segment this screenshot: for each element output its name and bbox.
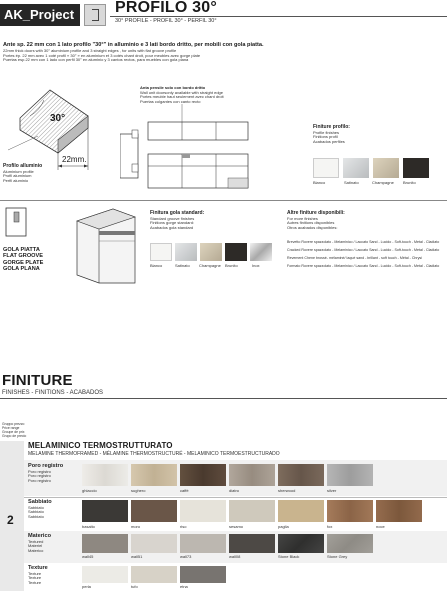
flat-groove-en: FLAT GROOVE — [3, 253, 43, 260]
swatch-tufo-label: tufo — [131, 584, 138, 589]
price-group-label — [2, 423, 42, 439]
profile-angle-label: 30° — [50, 113, 66, 124]
page-title: PROFILO 30° — [115, 0, 217, 16]
swatch-stone-black — [278, 534, 324, 553]
swatch-etna — [180, 566, 226, 583]
finish-row-sabbiato-label — [28, 500, 78, 519]
swatch-stone-grey-label: Stone Grey — [327, 554, 348, 559]
cabinet-drawing — [120, 104, 250, 192]
swatch-etna-label: etna — [180, 584, 188, 589]
header — [0, 0, 447, 30]
finish-row-texture-label — [28, 566, 78, 585]
swatch-standard-brunito — [225, 243, 247, 261]
swatch-sughero — [131, 464, 177, 486]
price-group-es: Grupo de precio — [2, 433, 27, 438]
profile-finishes-title: Finiture profilo: — [313, 124, 350, 130]
swatch-perla-label: perla — [82, 584, 91, 589]
swatch-perla — [82, 566, 128, 583]
swatch-stone-black-label: Stone Black — [278, 554, 300, 559]
swatch-diatro — [229, 464, 275, 486]
standard-finishes-fr: Finitions gorge standard: — [150, 220, 195, 226]
swatch-standard-champagne-label: Champagne — [199, 263, 221, 268]
swatch-profile-champagne-label: Champagne — [372, 180, 394, 185]
profile-finishes-en: Profile finishes — [313, 129, 340, 135]
texture-title: Texture — [28, 565, 48, 571]
intro-lead: Ante sp. 22 mm con 1 lato profilo "30°" in alluminio e 3 lati bordo dritto, per mobili con gola piatta. — [3, 42, 264, 48]
flat-groove-es: GOLA PLANA — [3, 266, 40, 273]
swatch-paglia-label: paglia — [278, 524, 289, 529]
profile-finishes-es: Acabados perfiles — [313, 138, 345, 144]
swatch-ghiaccio-label: ghiaccio — [82, 488, 97, 493]
flat-groove-label — [3, 247, 63, 273]
swatch-wall73-label: wall73 — [180, 554, 192, 559]
swatch-sesamo-label: sesamo — [229, 524, 244, 529]
poro-registro-es: Poro registro — [28, 477, 51, 483]
other-finishes — [287, 211, 445, 270]
sabbiato-fr: Sabbiato — [28, 509, 44, 515]
standard-finishes-es: Acabados gola standard — [150, 224, 194, 230]
wall-unit-note-es: Puertas colgantes con canto recto — [140, 98, 201, 104]
aluminium-profile-fr: Profil aluminium — [3, 173, 32, 179]
other-finishes-title: Altre finiture disponibili: — [287, 210, 345, 216]
intro-line-fr: Portes ép. 22 mm avec 1 coté profil « 30° » en aluminium et 3 cotés chant droit, pour meubles avec gorge plate — [3, 52, 201, 58]
page-subtitle: 30° PROFILE - PROFIL 30° - PERFIL 30° — [115, 18, 217, 24]
swatch-profile-brunito — [403, 158, 429, 178]
swatch-standard-champagne — [200, 243, 222, 261]
swatch-wall73 — [180, 534, 226, 553]
swatch-stone-grey — [327, 534, 373, 553]
swatch-noce-label: noce — [376, 524, 385, 529]
intro-line-es: Puertas esp.22 mm con 1 lado con perfil 30° en aluminio y 3 cantos rectos, para muebles con gola plana — [3, 57, 189, 63]
texture-es: Texture — [28, 579, 42, 585]
swatch-moro — [131, 500, 177, 522]
swatch-sesamo — [229, 500, 275, 522]
aluminium-profile-en: Aluminium profile — [3, 168, 34, 174]
standard-finishes-title: Finitura gola standard: — [150, 210, 205, 216]
swatch-noce — [376, 500, 422, 522]
price-group-fr: Groupe de prix — [2, 429, 25, 434]
swatch-silver-label: silver — [327, 488, 337, 493]
other-finishes-detail-fr: Revement Chene brossé- mélaminé/ laqué sand - brillant - soft touch - Métal - Chrysi — [287, 256, 423, 261]
texture-fr: Texture — [28, 575, 42, 581]
swatch-standard-satinato-label: Satinato — [175, 263, 190, 268]
swatch-profile-bianco — [313, 158, 339, 178]
finiture-title: FINITURE — [2, 372, 73, 389]
swatch-caffe-label: caffè — [180, 488, 189, 493]
other-finishes-en: For more finishes — [287, 215, 318, 221]
swatch-standard-brunito-label: Brunito — [225, 263, 238, 268]
poro-registro-title: Poro registro — [28, 463, 64, 469]
swatch-basalto-label: basalto — [82, 524, 95, 529]
sabbiato-en: Sabbiato — [28, 504, 44, 510]
wall-unit-note-title: Anta pensile solo con bordo dritto — [140, 85, 206, 90]
profile-dimension-label: 22mm. — [62, 155, 87, 164]
swatch-wall45-label: wall45 — [82, 554, 94, 559]
swatch-riso-label: riso — [180, 524, 187, 529]
wall-unit-note — [140, 86, 280, 104]
swatch-caffe — [180, 464, 226, 486]
swatch-profile-satinato-label: Satinato — [344, 180, 359, 185]
other-finishes-detail-es: Formato Rovere spazzolato - Melaminico / Laccato Sand - Lucido - Soft-touch - Metal - Cladiato — [287, 264, 440, 269]
intro-line-en: 22mm thick doors with 30° aluminium profile and 3 straight edges , for units with flat groove profile — [3, 48, 177, 53]
swatch-profile-bianco-label: Bianco — [313, 180, 326, 185]
flat-groove-title: GOLA PIATTA — [3, 247, 40, 253]
swatch-profile-brunito-label: Brunito — [403, 180, 416, 185]
profile-thumbnail — [84, 4, 106, 26]
standard-finishes-heading — [150, 211, 260, 230]
swatch-standard-inox-label: Inox — [252, 263, 260, 268]
price-group-number: 2 — [7, 513, 14, 527]
flat-groove-fr: GORGE PLATE — [3, 259, 44, 266]
swatch-wall45 — [82, 534, 128, 553]
profile-finishes-heading — [313, 125, 403, 144]
swatch-basalto — [82, 500, 128, 522]
material-subtitle: MELAMINE THERMOFRAMED - MÉLAMINE THERMOSTRUCTURÉ - MELAMINICO TERMOESTRUCTURADO — [28, 451, 280, 457]
swatch-standard-bianco — [150, 243, 172, 261]
finiture-subtitle: FINISHES - FINITIONS - ACABADOS — [2, 390, 104, 396]
other-finishes-es: Otros acabados disponibles: — [287, 224, 338, 230]
brand-badge: AK_Project — [0, 4, 80, 26]
swatch-fox-label: fox — [327, 524, 333, 529]
materico-es: Materico — [28, 547, 44, 553]
poro-registro-fr: Poro registro — [28, 473, 51, 479]
materico-title: Materico — [28, 533, 52, 539]
swatch-profile-champagne — [373, 158, 399, 178]
other-finishes-detail-it: Brevetto Rovere spazzolato - Melaminico / Laccato Sand - Lucido - Soft-touch - Metal - Cladiato — [287, 240, 440, 245]
finish-row-materico-label — [28, 534, 78, 553]
swatch-profile-satinato — [343, 158, 369, 178]
price-group-it: Gruppo prezzo — [2, 422, 25, 426]
swatch-moro-label: moro — [131, 524, 141, 529]
wall-unit-note-en: Wall unit doorsonly available with straight edge — [140, 89, 224, 95]
swatch-riso — [180, 500, 226, 522]
aluminium-profile-title: Profilo alluminio — [3, 163, 43, 169]
intro — [3, 42, 447, 63]
swatch-sherwood — [278, 464, 324, 486]
materico-fr: Materiel — [28, 543, 43, 549]
price-group-en: Price range — [2, 425, 20, 430]
sabbiato-es: Sabbiato — [28, 513, 44, 519]
swatch-standard-bianco-label: Bianco — [150, 263, 163, 268]
materico-en: Textured — [28, 538, 44, 544]
standard-finishes-en: Standard groove finishes — [150, 215, 195, 221]
swatch-diatro-label: diatro — [229, 488, 240, 493]
flat-groove-icon — [5, 207, 27, 237]
aluminium-profile-label — [3, 164, 53, 183]
swatch-standard-inox — [250, 243, 272, 261]
swatch-ghiaccio — [82, 464, 128, 486]
swatch-sherwood-label: sherwood — [278, 488, 296, 493]
swatch-wall08-label: wall08 — [229, 554, 241, 559]
swatch-sughero-label: sughero — [131, 488, 146, 493]
finish-row-poro-registro-label — [28, 464, 78, 483]
other-finishes-fr: Autres finitions disponibles — [287, 220, 335, 226]
wall-unit-note-fr: Portes meuble haut seulement avec chant droit — [140, 94, 224, 100]
texture-en: Texture — [28, 570, 42, 576]
flat-groove-drawing — [73, 207, 143, 285]
profile-finishes-fr: Finitions profil — [313, 134, 338, 140]
swatch-wall08 — [229, 534, 275, 553]
swatch-wall51-label: wall51 — [131, 554, 143, 559]
sabbiato-title: Sabbiato — [28, 499, 52, 505]
poro-registro-en: Poro registro — [28, 468, 51, 474]
swatch-silver — [327, 464, 373, 486]
swatch-tufo — [131, 566, 177, 583]
aluminium-profile-es: Perfil aluminio — [3, 177, 29, 183]
swatch-wall51 — [131, 534, 177, 553]
material-title: MELAMINICO TERMOSTRUTTURATO — [28, 441, 173, 450]
other-finishes-detail-en: Cracked Rovere spazzolato - Melaminico / Laccato Sand - Lucido - Soft-touch - Metal - Cladiato — [287, 248, 440, 253]
swatch-paglia — [278, 500, 324, 522]
swatch-fox — [327, 500, 373, 522]
swatch-standard-satinato — [175, 243, 197, 261]
